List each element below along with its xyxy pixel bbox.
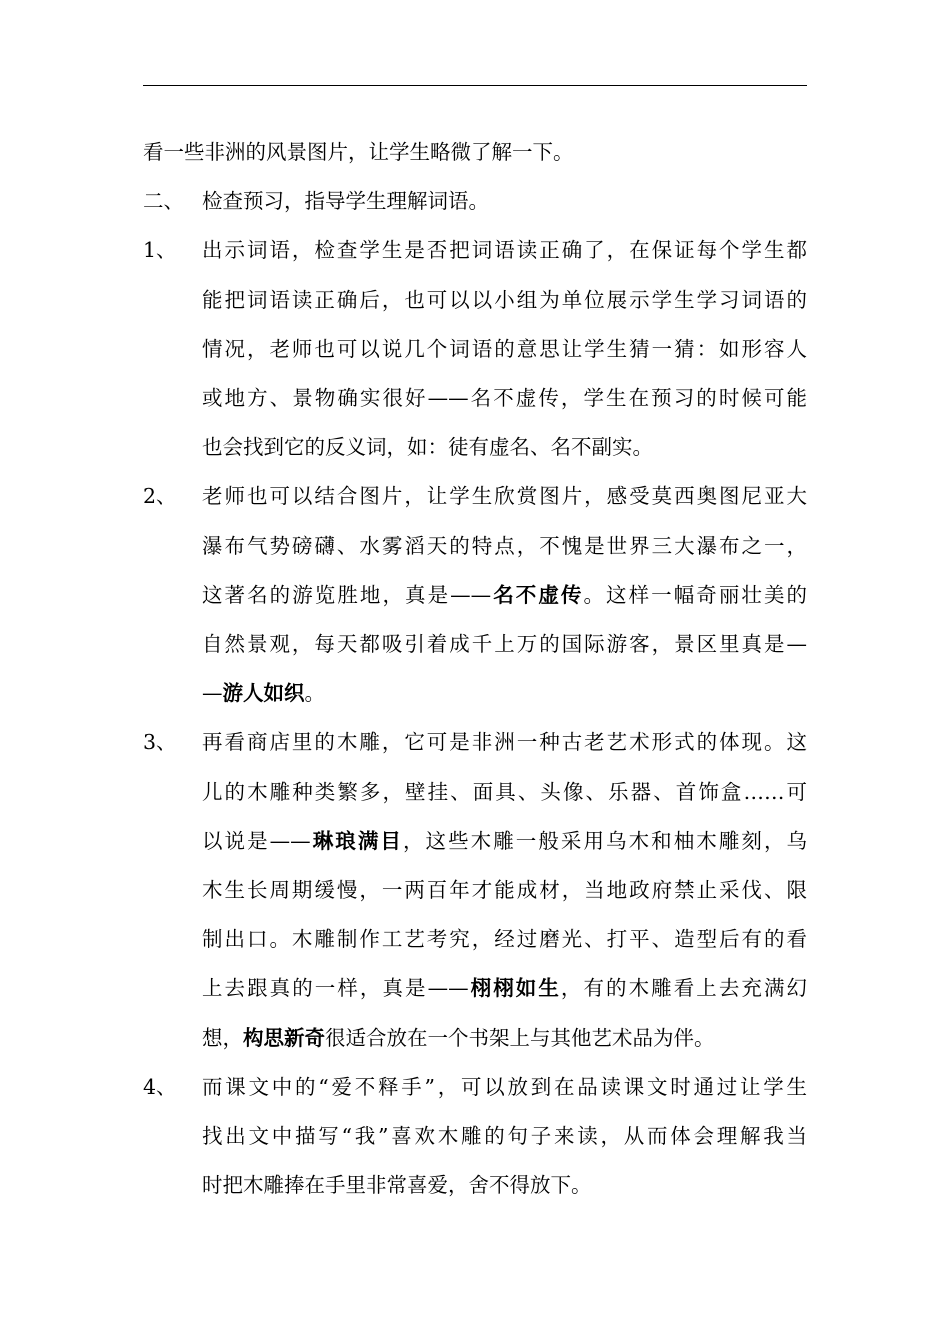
item-number: 4、	[143, 1074, 177, 1099]
bold-term: 游人如织	[222, 681, 305, 706]
item-text-line	[202, 571, 807, 620]
section-title: 检查预习，指导学生理解词语。	[202, 189, 489, 214]
text-run: 这著名的游览胜地，真是——	[202, 582, 492, 607]
header-rule	[143, 85, 807, 86]
list-item-4	[143, 1063, 807, 1211]
item-text-line	[202, 817, 807, 866]
item-text-line: 制出口。木雕制作工艺考究，经过磨光、打平、造型后有的看	[202, 927, 807, 952]
item-text-line: 时把木雕捧在手里非常喜爱，舍不得放下。	[202, 1173, 592, 1198]
item-text-line: 再看商店里的木雕，它可是非洲一种古老艺术形式的体现。这	[202, 730, 807, 755]
text-run: 。	[304, 681, 325, 706]
item-text-line: 木生长周期缓慢，一两百年才能成材，当地政府禁止采伐、限	[202, 878, 807, 903]
item-text-line	[202, 1014, 807, 1063]
intro-paragraph: 看一些非洲的风景图片，让学生略微了解一下。	[143, 140, 574, 164]
list-item-1	[143, 226, 807, 472]
bold-term: 构思新奇	[243, 1025, 325, 1050]
item-text-line: 找出文中描写“我”喜欢木雕的句子来读，从而体会理解我当	[202, 1124, 807, 1149]
document-body	[143, 128, 807, 1210]
item-text-line: 能把词语读正确后，也可以以小组为单位展示学生学习词语的	[202, 287, 807, 312]
item-text-line: 或地方、景物确实很好——名不虚传，学生在预习的时候可能	[202, 386, 807, 411]
item-text-line	[202, 669, 807, 718]
item-text-line: 而课文中的“爱不释手”，可以放到在品读课文时通过让学生	[202, 1074, 807, 1099]
item-text-line: 情况，老师也可以说几个词语的意思让学生猜一猜：如形容人	[202, 336, 807, 361]
text-run: 上去跟真的一样，真是——	[202, 976, 469, 1001]
bold-term: 琳琅满目	[310, 828, 403, 853]
section-2-heading	[143, 177, 807, 226]
text-run: —	[202, 681, 223, 706]
item-text-line: 自然景观，每天都吸引着成千上万的国际游客，景区里真是—	[202, 632, 807, 657]
text-run: ，这些木雕一般采用乌木和柚木雕刻，乌	[403, 828, 808, 853]
item-text-line: 也会找到它的反义词，如：徒有虚名、名不副实。	[202, 435, 653, 460]
item-text-line: 老师也可以结合图片，让学生欣赏图片，感受莫西奥图尼亚大	[202, 484, 807, 509]
text-run: 以说是——	[202, 828, 311, 853]
item-text-line	[202, 964, 807, 1013]
bold-term: 栩栩如生	[468, 976, 561, 1001]
section-number: 二、	[143, 189, 184, 214]
text-run: ，有的木雕看上去充满幻	[560, 976, 808, 1001]
bold-term: 名不虚传	[491, 582, 584, 607]
list-item-3	[143, 718, 807, 1062]
item-number: 1、	[143, 238, 177, 263]
item-text-line: 出示词语，检查学生是否把词语读正确了，在保证每个学生都	[202, 238, 807, 263]
text-run: 。这样一幅奇丽壮美的	[583, 582, 808, 607]
text-run: 很适合放在一个书架上与其他艺术品为伴。	[325, 1025, 715, 1050]
item-number: 3、	[143, 730, 177, 755]
item-text-line: 瀑布气势磅礴、水雾滔天的特点，不愧是世界三大瀑布之一，	[202, 533, 807, 558]
item-number: 2、	[143, 484, 177, 509]
list-item-2	[143, 472, 807, 718]
item-text-line: 儿的木雕种类繁多，壁挂、面具、头像、乐器、首饰盒……可	[202, 779, 807, 804]
text-run: 想，	[202, 1025, 243, 1050]
